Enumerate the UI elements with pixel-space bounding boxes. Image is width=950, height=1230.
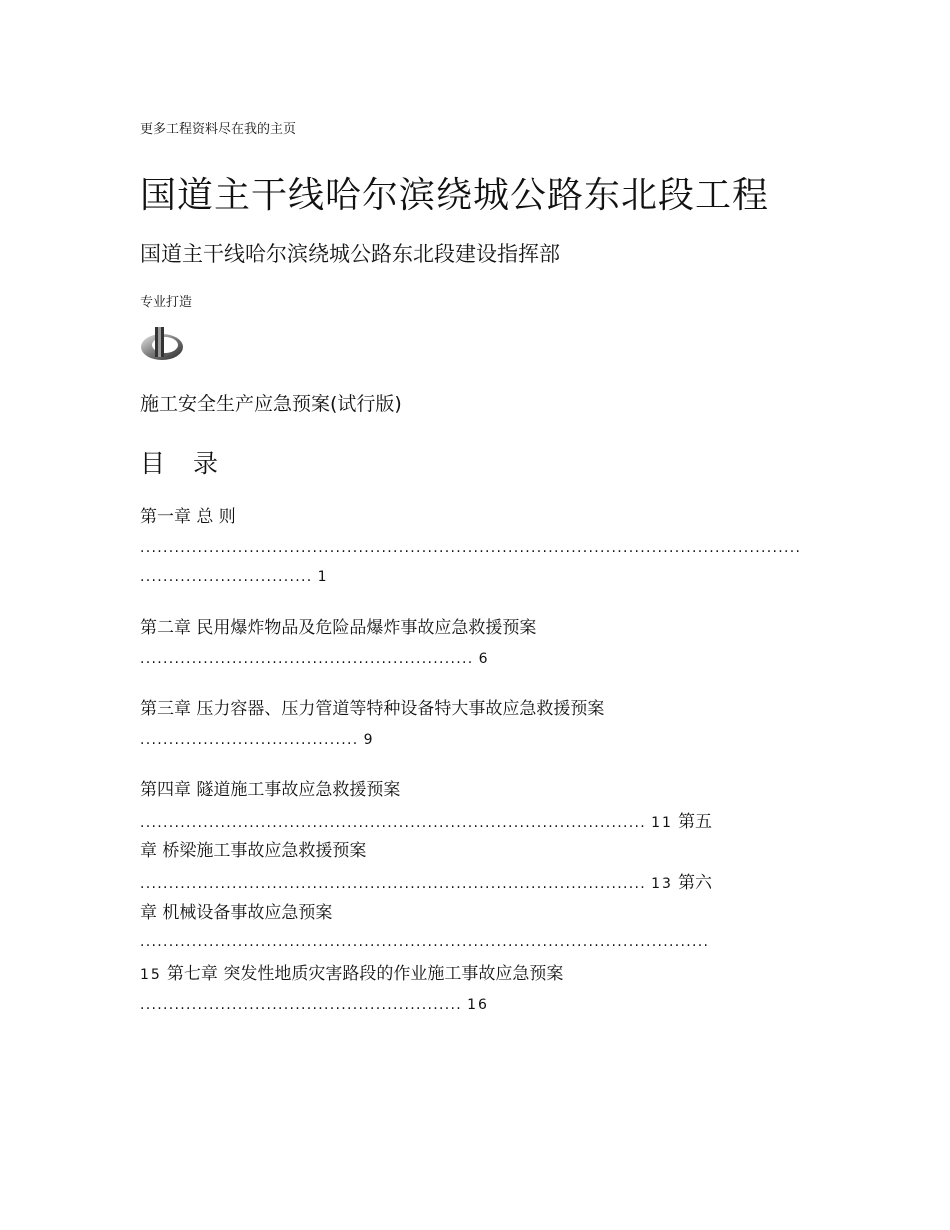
subtitle: 国道主干线哈尔滨绕城公路东北段建设指挥部	[140, 242, 560, 266]
toc-chapter-4-page-row	[140, 807, 712, 832]
toc-page-number: 11	[651, 815, 673, 831]
toc-chapter-6-title: 章 机械设备事故应急预案	[140, 903, 333, 923]
toc-chapter-2-title: 第二章 民用爆炸物品及危险品爆炸事故应急救援预案	[140, 618, 537, 638]
toc-chapter-5-page-row	[140, 868, 712, 893]
toc-leader: ........................................................................................	[140, 815, 647, 831]
toc-chapter-1-title: 第一章 总 则	[140, 507, 236, 527]
toc-chapter-5-title: 章 桥梁施工事故应急救援预案	[140, 841, 367, 861]
toc-leader: ..........................................................	[140, 651, 474, 667]
toc-leader: ......................................	[140, 732, 359, 748]
toc-chapter-7-page-row	[140, 994, 489, 1013]
toc-chapter-6-leader: ...................................................................................................	[140, 934, 710, 950]
toc-page-number: 15	[140, 967, 162, 983]
header-note: 更多工程资料尽在我的主页	[140, 122, 297, 137]
brand-text: 专业打造	[140, 295, 193, 310]
toc-page-number: 6	[478, 651, 490, 667]
toc-leader: ........................................................................................	[140, 876, 647, 892]
toc-page-number: 13	[651, 876, 673, 892]
toc-chapter-3-page-row	[140, 729, 375, 748]
main-title: 国道主干线哈尔滨绕城公路东北段工程	[140, 175, 770, 216]
toc-chapter-1-leader: ...................................................................................................................	[140, 540, 802, 556]
toc-page-number: 16	[467, 997, 489, 1013]
toc-chapter-5-title-start: 第五	[678, 812, 713, 832]
toc-chapter-4-title: 第四章 隧道施工事故应急救援预案	[140, 780, 401, 800]
toc-leader: ..............................	[140, 569, 313, 585]
toc-page-number: 1	[317, 569, 329, 585]
toc-chapter-2-page-row	[140, 648, 490, 667]
toc-heading: 目 录	[140, 449, 228, 478]
document-title: 施工安全生产应急预案(试行版)	[140, 393, 402, 415]
toc-chapter-3-title: 第三章 压力容器、压力管道等特种设备特大事故应急救援预案	[140, 699, 605, 719]
toc-page-number: 9	[363, 732, 375, 748]
logo-icon	[138, 325, 186, 365]
toc-chapter-6-title-start: 第六	[678, 873, 713, 893]
toc-chapter-1-page-row	[140, 566, 329, 585]
toc-chapter-7-title: 第七章 突发性地质灾害路段的作业施工事故应急预案	[166, 964, 564, 984]
toc-leader: ........................................................	[140, 997, 463, 1013]
toc-chapter-7-row	[140, 959, 563, 984]
